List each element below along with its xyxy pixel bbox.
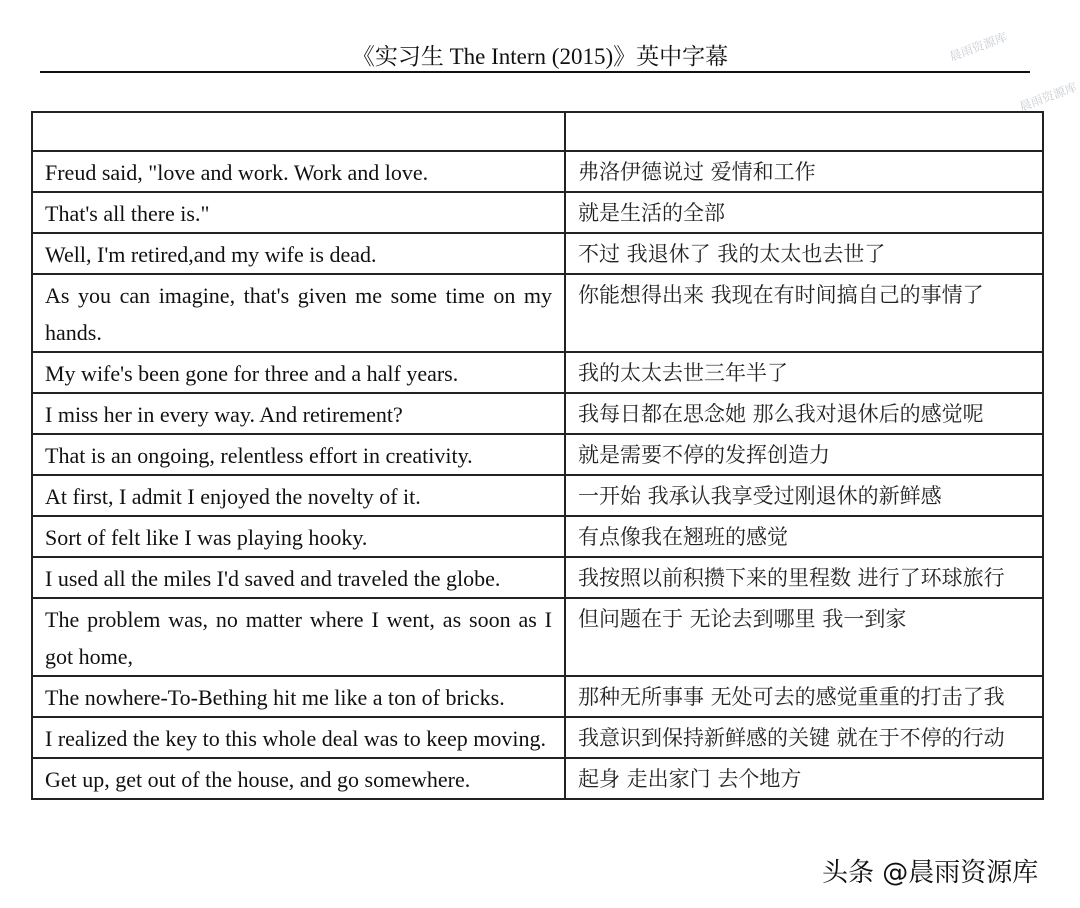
english-line: At first, I admit I enjoyed the novelty of it.: [32, 475, 565, 516]
table-row: [32, 676, 1043, 717]
chinese-line: 弗洛伊德说过 爱情和工作: [565, 151, 1043, 192]
watermark: 晨雨资源库: [1017, 80, 1079, 114]
english-line: That's all there is.": [32, 192, 565, 233]
chinese-line: 那种无所事事 无处可去的感觉重重的打击了我: [565, 676, 1043, 717]
chinese-line: 就是需要不停的发挥创造力: [565, 434, 1043, 475]
subtitle-table: [31, 111, 1044, 800]
table-row: [32, 393, 1043, 434]
english-line: Get up, get out of the house, and go somewhere.: [32, 758, 565, 799]
english-line: The problem was, no matter where I went, as soon as I got home,: [32, 598, 565, 676]
english-line: As you can imagine, that's given me some time on my hands.: [32, 274, 565, 352]
table-row: [32, 717, 1043, 758]
watermark: 晨雨资源库: [947, 30, 1009, 64]
table-row: [32, 758, 1043, 799]
chinese-line: 一开始 我承认我享受过刚退休的新鲜感: [565, 475, 1043, 516]
english-line: The nowhere-To-Bething hit me like a ton of bricks.: [32, 676, 565, 717]
english-line: Freud said, "love and work. Work and love.: [32, 151, 565, 192]
english-line: Well, I'm retired,and my wife is dead.: [32, 233, 565, 274]
chinese-line: 我按照以前积攒下来的里程数 进行了环球旅行: [565, 557, 1043, 598]
source-credit: 头条 @晨雨资源库: [822, 852, 1038, 889]
chinese-line: 有点像我在翘班的感觉: [565, 516, 1043, 557]
chinese-line: 不过 我退休了 我的太太也去世了: [565, 233, 1043, 274]
table-row: [32, 434, 1043, 475]
table-row: [32, 352, 1043, 393]
table-header-row: [32, 112, 1043, 151]
english-line: I used all the miles I'd saved and traveled the globe.: [32, 557, 565, 598]
table-row: [32, 557, 1043, 598]
chinese-line: 我每日都在思念她 那么我对退休后的感觉呢: [565, 393, 1043, 434]
english-line: My wife's been gone for three and a half years.: [32, 352, 565, 393]
document-title: 《实习生 The Intern (2015)》英中字幕: [351, 44, 729, 69]
table-row: [32, 475, 1043, 516]
header-rule: [40, 71, 1030, 73]
english-line: I miss her in every way. And retirement?: [32, 393, 565, 434]
chinese-line: 就是生活的全部: [565, 192, 1043, 233]
table-row: [32, 192, 1043, 233]
english-line: I realized the key to this whole deal was to keep moving.: [32, 717, 565, 758]
table-row: [32, 151, 1043, 192]
table-row: [32, 233, 1043, 274]
chinese-line: 你能想得出来 我现在有时间搞自己的事情了: [565, 274, 1043, 352]
table-row: [32, 598, 1043, 676]
chinese-line: 我的太太去世三年半了: [565, 352, 1043, 393]
table-row: [32, 516, 1043, 557]
chinese-line: 但问题在于 无论去到哪里 我一到家: [565, 598, 1043, 676]
table-row: [32, 274, 1043, 352]
chinese-line: 起身 走出家门 去个地方: [565, 758, 1043, 799]
english-line: Sort of felt like I was playing hooky.: [32, 516, 565, 557]
chinese-line: 我意识到保持新鲜感的关键 就在于不停的行动: [565, 717, 1043, 758]
english-line: That is an ongoing, relentless effort in creativity.: [32, 434, 565, 475]
